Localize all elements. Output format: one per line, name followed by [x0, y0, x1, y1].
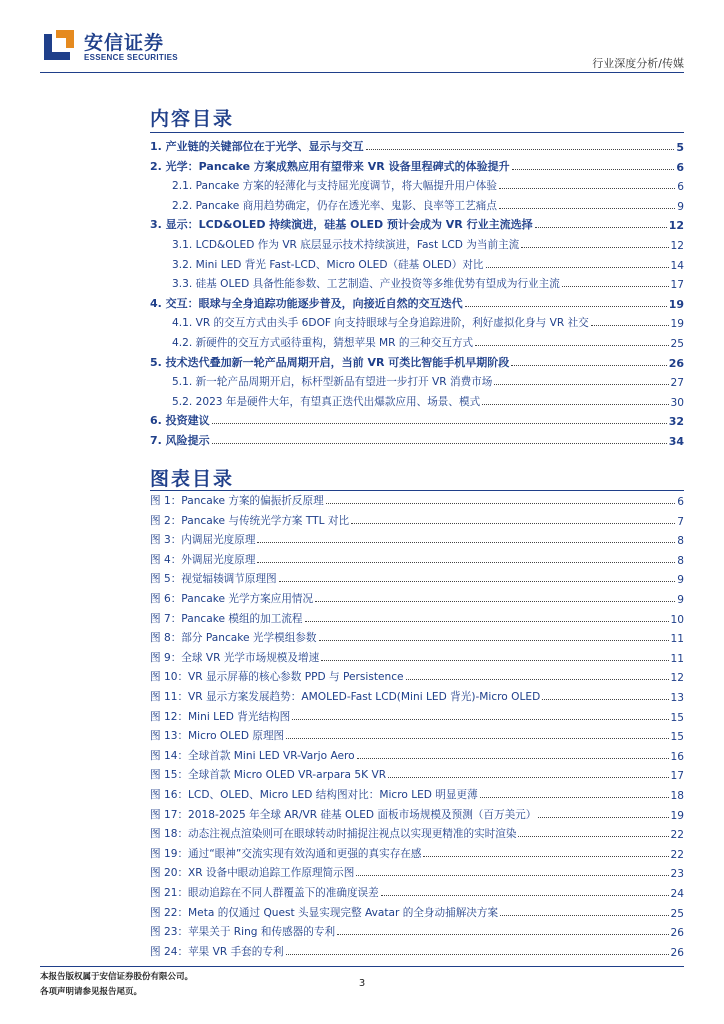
toc-entry[interactable] — [150, 566, 684, 586]
disclaimer-notice: 各项声明请参见报告尾页。 — [40, 987, 143, 997]
entry-page-number: 17 — [670, 279, 684, 292]
toc-entry[interactable] — [150, 586, 684, 606]
entry-page-number: 16 — [670, 750, 684, 763]
toc-entry[interactable] — [150, 782, 684, 802]
entry-page-number: 12 — [670, 240, 684, 252]
dot-leader — [512, 169, 675, 170]
entry-page-number: 9 — [677, 574, 684, 587]
entry-title: 3. 显示：LCD&OLED 持续演进，硅基 OLED 预计会成为 VR 行业主流选择 — [150, 218, 533, 232]
entry-title: 7. 风险提示 — [150, 434, 210, 447]
entry-title: 图 6：Pancake 光学方案应用情况 — [150, 593, 314, 605]
dot-leader — [475, 345, 668, 346]
toc-entry[interactable] — [150, 723, 684, 743]
dot-leader — [562, 286, 669, 287]
entry-title: 5.2. 2023 年是硬件大年，有望真正迭代出爆款应用、场景、模式 — [172, 395, 481, 408]
essence-logo-icon — [40, 26, 78, 64]
dot-leader — [305, 621, 669, 622]
dot-leader — [423, 856, 668, 857]
toc-entry[interactable] — [150, 704, 684, 724]
toc-entry[interactable] — [150, 684, 684, 704]
footer-divider — [40, 966, 684, 967]
entry-page-number: 6 — [676, 160, 684, 174]
toc-entry[interactable] — [150, 900, 684, 920]
entry-title: 图 20：XR 设备中眼动追踪工作原理简示图 — [150, 867, 355, 880]
toc-entry[interactable] — [150, 350, 684, 370]
entry-page-number: 26 — [670, 927, 684, 940]
dot-leader — [319, 640, 669, 641]
toc-entry[interactable] — [150, 939, 684, 959]
entry-title: 5. 技术迭代叠加新一轮产品周期开启，当前 VR 可类比智能手机早期阶段 — [150, 355, 510, 369]
entry-title: 2.2. Pancake 商用趋势确定，仍存在透光率、鬼影、良率等工艺痛点 — [172, 199, 497, 212]
header-divider — [40, 72, 684, 73]
entry-title: 2. 光学：Pancake 方案成熟应用有望带来 VR 设备里程碑式的体验提升 — [150, 159, 510, 173]
toc-entry[interactable] — [150, 154, 684, 174]
entry-page-number: 11 — [670, 652, 684, 665]
dot-leader — [486, 267, 669, 268]
entry-page-number: 25 — [670, 907, 684, 920]
entry-page-number: 9 — [677, 200, 684, 213]
entry-page-number: 13 — [670, 692, 684, 704]
figure-list — [150, 488, 684, 960]
entry-page-number: 6 — [677, 496, 684, 508]
entry-title: 图 15：全球首款 Micro OLED VR-arpara 5K VR — [150, 769, 387, 782]
entry-title: 图 4：外调屈光度原理 — [150, 553, 256, 566]
dot-leader — [257, 542, 675, 543]
entry-title: 图 11：VR 显示方案发展趋势：AMOLED-Fast LCD(Mini LED 背光)-Micro OLED — [150, 691, 541, 703]
dot-leader — [212, 423, 667, 424]
entry-page-number: 32 — [668, 415, 684, 429]
entry-page-number: 5 — [676, 141, 684, 154]
brand-name-en: ESSENCE SECURITIES — [84, 53, 178, 62]
toc-entry[interactable] — [150, 212, 684, 232]
toc-entry[interactable] — [150, 664, 684, 684]
dot-leader — [480, 797, 669, 798]
entry-page-number: 6 — [677, 181, 684, 194]
toc-entry[interactable] — [150, 232, 684, 252]
copyright-notice: 本报告版权属于安信证券股份有限公司。 — [40, 972, 194, 982]
toc-entry[interactable] — [150, 606, 684, 626]
toc-entry[interactable] — [150, 645, 684, 665]
entry-page-number: 18 — [670, 790, 684, 802]
toc-entry[interactable] — [150, 919, 684, 939]
dot-leader — [538, 817, 668, 818]
dot-leader — [465, 306, 667, 307]
dot-leader — [321, 660, 668, 661]
entry-title: 图 9：全球 VR 光学市场规模及增速 — [150, 651, 320, 664]
entry-page-number: 26 — [670, 946, 684, 959]
entry-title: 图 5：视觉辐辏调节原理图 — [150, 573, 277, 586]
entry-page-number: 14 — [670, 259, 684, 272]
entry-title: 图 2：Pancake 与传统光学方案 TTL 对比 — [150, 514, 350, 527]
entry-page-number: 8 — [677, 554, 684, 567]
dot-leader — [326, 503, 676, 504]
dot-leader — [357, 758, 669, 759]
dot-leader — [351, 523, 675, 524]
toc-entry[interactable] — [150, 330, 684, 350]
entry-page-number: 17 — [670, 770, 684, 783]
entry-page-number: 22 — [670, 829, 684, 842]
entry-page-number: 19 — [668, 297, 684, 311]
entry-title: 图 10：VR 显示屏幕的核心参数 PPD 与 Persistence — [150, 671, 404, 684]
toc-entry[interactable] — [150, 310, 684, 330]
entry-page-number: 8 — [677, 535, 684, 548]
dot-leader — [279, 581, 676, 582]
dot-leader — [292, 719, 668, 720]
dot-leader — [406, 679, 669, 680]
dot-leader — [366, 149, 675, 150]
entry-title: 6. 投资建议 — [150, 414, 210, 428]
entry-page-number: 19 — [670, 318, 684, 331]
entry-title: 图 12：Mini LED 背光结构图 — [150, 710, 291, 723]
toc-entry[interactable] — [150, 134, 684, 154]
toc-entry[interactable] — [150, 802, 684, 822]
report-type: 行业深度分析/传媒 — [592, 57, 684, 70]
entry-title: 图 18：动态注视点渲染则可在眼球转动时捕捉注视点以实现更精准的实时渲染 — [150, 828, 517, 841]
toc-entry[interactable] — [150, 193, 684, 213]
toc-entry[interactable] — [150, 291, 684, 311]
entry-title: 图 16：LCD、OLED、Micro LED 结构图对比：Micro LED 明显更薄 — [150, 789, 478, 801]
toc-title-divider — [150, 132, 684, 133]
toc-entry[interactable] — [150, 428, 684, 448]
dot-leader — [482, 404, 668, 405]
toc-entry[interactable] — [150, 408, 684, 428]
toc-title: 内容目录 — [150, 108, 235, 130]
entry-title: 图 13：Micro OLED 原理图 — [150, 730, 285, 743]
entry-page-number: 26 — [668, 356, 684, 370]
entry-title: 3.1. LCD&OLED 作为 VR 底层显示技术持续演进，Fast LCD 为当前主流 — [172, 239, 520, 251]
dot-leader — [518, 836, 668, 837]
entry-page-number: 23 — [670, 868, 684, 881]
dot-leader — [500, 915, 668, 916]
figures-title: 图表目录 — [150, 468, 235, 490]
entry-title: 图 24：苹果 VR 手套的专利 — [150, 945, 284, 958]
entry-title: 5.1. 新一轮产品周期开启，标杆型新品有望进一步打开 VR 消费市场 — [172, 376, 493, 389]
entry-page-number: 12 — [668, 219, 684, 233]
entry-title: 1. 产业链的关键部位在于光学、显示与交互 — [150, 140, 364, 153]
toc-list — [150, 134, 684, 446]
dot-leader — [494, 384, 668, 385]
dot-leader — [591, 325, 669, 326]
entry-page-number: 30 — [670, 396, 684, 409]
entry-title: 图 21：眼动追踪在不同人群覆盖下的准确度误差 — [150, 887, 379, 899]
entry-title: 图 14：全球首款 Mini LED VR-Varjo Aero — [150, 749, 355, 762]
dot-leader — [499, 188, 675, 189]
entry-page-number: 15 — [670, 731, 684, 744]
entry-title: 图 8：部分 Pancake 光学模组参数 — [150, 632, 317, 645]
entry-page-number: 11 — [670, 633, 684, 646]
brand-name-cn: 安信证券 — [84, 32, 165, 54]
toc-entry[interactable] — [150, 860, 684, 880]
dot-leader — [521, 247, 668, 248]
toc-entry[interactable] — [150, 271, 684, 291]
dot-leader — [337, 934, 668, 935]
entry-page-number: 9 — [677, 594, 684, 606]
dot-leader — [388, 777, 668, 778]
entry-page-number: 10 — [670, 613, 684, 626]
company-logo — [40, 26, 200, 68]
entry-title: 3.2. Mini LED 背光 Fast-LCD、Micro OLED（硅基 OLED）对比 — [172, 258, 484, 271]
entry-title: 图 1：Pancake 方案的偏振折反原理 — [150, 495, 324, 507]
dot-leader — [257, 562, 675, 563]
entry-page-number: 19 — [670, 809, 684, 822]
entry-title: 图 19：通过“眼神”交流实现有效沟通和更强的真实存在感 — [150, 847, 422, 860]
dot-leader — [356, 875, 668, 876]
entry-title: 图 17：2018-2025 年全球 AR/VR 硅基 OLED 面板市场规模及预测（百万美元） — [150, 808, 537, 821]
toc-entry[interactable] — [150, 743, 684, 763]
toc-entry[interactable] — [150, 527, 684, 547]
toc-entry[interactable] — [150, 252, 684, 272]
toc-entry[interactable] — [150, 762, 684, 782]
toc-entry[interactable] — [150, 625, 684, 645]
entry-title: 4.2. 新硬件的交互方式亟待重构，猜想苹果 MR 的三种交互方式 — [172, 337, 474, 349]
entry-page-number: 27 — [670, 377, 684, 390]
toc-entry[interactable] — [150, 369, 684, 389]
entry-page-number: 24 — [670, 888, 684, 900]
toc-entry[interactable] — [150, 173, 684, 193]
dot-leader — [535, 227, 667, 228]
dot-leader — [511, 365, 666, 366]
entry-title: 图 7：Pancake 模组的加工流程 — [150, 612, 303, 625]
toc-entry[interactable] — [150, 841, 684, 861]
toc-entry[interactable] — [150, 488, 684, 508]
dot-leader — [286, 954, 669, 955]
toc-entry[interactable] — [150, 547, 684, 567]
entry-title: 2.1. Pancake 方案的轻薄化与支持屈光度调节，将大幅提升用户体验 — [172, 180, 497, 193]
dot-leader — [315, 601, 675, 602]
entry-title: 4. 交互：眼球与全身追踪功能逐步普及，向接近自然的交互迭代 — [150, 296, 463, 310]
dot-leader — [499, 208, 675, 209]
entry-title: 图 3：内调屈光度原理 — [150, 534, 256, 547]
dot-leader — [286, 738, 668, 739]
page-number: 3 — [358, 978, 366, 989]
entry-title: 3.3. 硅基 OLED 具备性能参数、工艺制造、产业投资等多维优势有望成为行业主流 — [172, 278, 560, 291]
entry-title: 图 23：苹果关于 Ring 和传感器的专利 — [150, 926, 336, 939]
toc-entry[interactable] — [150, 880, 684, 900]
dot-leader — [381, 895, 669, 896]
dot-leader — [542, 699, 668, 700]
entry-page-number: 34 — [668, 435, 684, 448]
entry-page-number: 7 — [677, 515, 684, 528]
entry-title: 图 22：Meta 的仅通过 Quest 头显实现完整 Avatar 的全身动捕解决方案 — [150, 906, 499, 919]
entry-page-number: 25 — [670, 338, 684, 350]
entry-page-number: 22 — [670, 848, 684, 861]
entry-page-number: 15 — [670, 711, 684, 724]
dot-leader — [212, 443, 667, 444]
toc-entry[interactable] — [150, 821, 684, 841]
toc-entry[interactable] — [150, 508, 684, 528]
toc-entry[interactable] — [150, 389, 684, 409]
entry-page-number: 12 — [670, 672, 684, 685]
entry-title: 4.1. VR 的交互方式由头手 6DOF 向支持眼球与全身追踪进阶，利好虚拟化身与 VR 社交 — [172, 317, 589, 330]
